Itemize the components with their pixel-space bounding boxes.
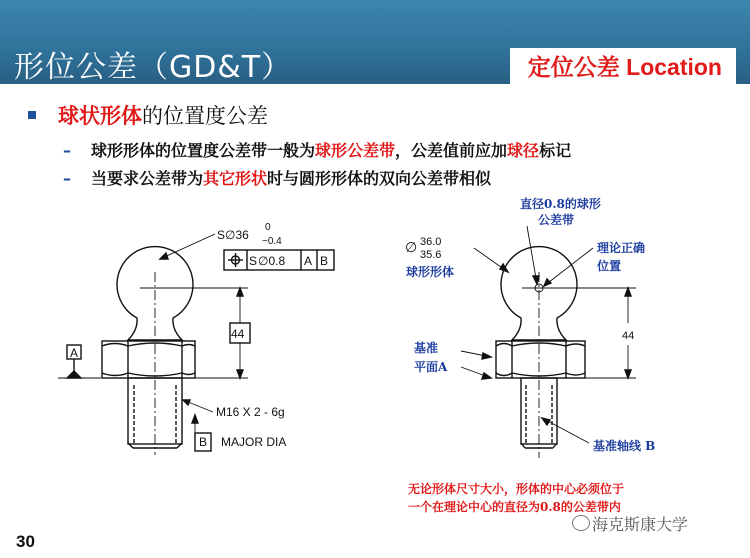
thread-label: M16 X 2 - 6g xyxy=(216,405,285,419)
slide-subtitle: 定位公差 Location xyxy=(510,48,736,84)
datum-a-label: A xyxy=(70,346,79,360)
svg-text:35.6: 35.6 xyxy=(420,249,442,261)
slide-title: 形位公差（GD&T） xyxy=(14,50,293,85)
svg-text:∅: ∅ xyxy=(405,239,418,255)
main-bullet xyxy=(28,100,268,130)
svg-text:36.0: 36.0 xyxy=(420,236,442,248)
datum-b-label: B xyxy=(199,435,208,449)
dim-44-right: 44 xyxy=(622,330,635,342)
fcf-datum-a: A xyxy=(304,254,313,268)
left-drawing xyxy=(58,234,334,455)
bullet-text: 的位置度公差 xyxy=(142,104,268,128)
note-line1: 无论形体尺寸大小，形体的中心必须位于 xyxy=(408,482,625,496)
note-line2: 一个在理论中心的直径为0.8的公差带内 xyxy=(408,500,621,514)
datum-plane-line2: 平面A xyxy=(414,360,448,374)
true-position-line2: 位置 xyxy=(597,259,622,273)
ball-diameter-label: S∅36 xyxy=(217,228,249,242)
svg-text:S: S xyxy=(249,254,258,268)
svg-text:0: 0 xyxy=(265,222,271,233)
major-dia-label: MAJOR DIA xyxy=(221,435,287,449)
datum-axis-label: 基准轴线 B xyxy=(593,439,656,453)
fcf-tolerance: ∅0.8 xyxy=(258,254,286,268)
bullet-square-icon xyxy=(28,111,36,119)
zone-note-line1: 直径0.8的球形 xyxy=(520,197,601,211)
datum-plane-line1: 基准 xyxy=(414,341,439,355)
sub-bullet-2: – 当要求公差带为其它形状时与圆形形体的双向公差带相似 xyxy=(63,169,492,188)
watermark-logo-icon xyxy=(572,515,590,531)
svg-text:−0.4: −0.4 xyxy=(262,236,282,247)
ball-feature-label: 球形形体 xyxy=(406,265,455,279)
dim-44-left: 44 xyxy=(231,327,245,341)
fcf-datum-b: B xyxy=(320,254,329,268)
engineering-drawings xyxy=(0,190,750,558)
true-position-line1: 理论正确 xyxy=(597,241,646,255)
sub-bullet-1: – 球形形体的位置度公差带一般为球形公差带，公差值前应加球径标记 xyxy=(63,141,572,160)
watermark-text: 海克斯康大学 xyxy=(592,515,689,534)
page-number: 30 xyxy=(16,532,35,551)
bullet-highlight: 球状形体 xyxy=(58,104,142,128)
zone-note-line2: 公差带 xyxy=(538,213,575,227)
title-bar xyxy=(0,0,750,84)
